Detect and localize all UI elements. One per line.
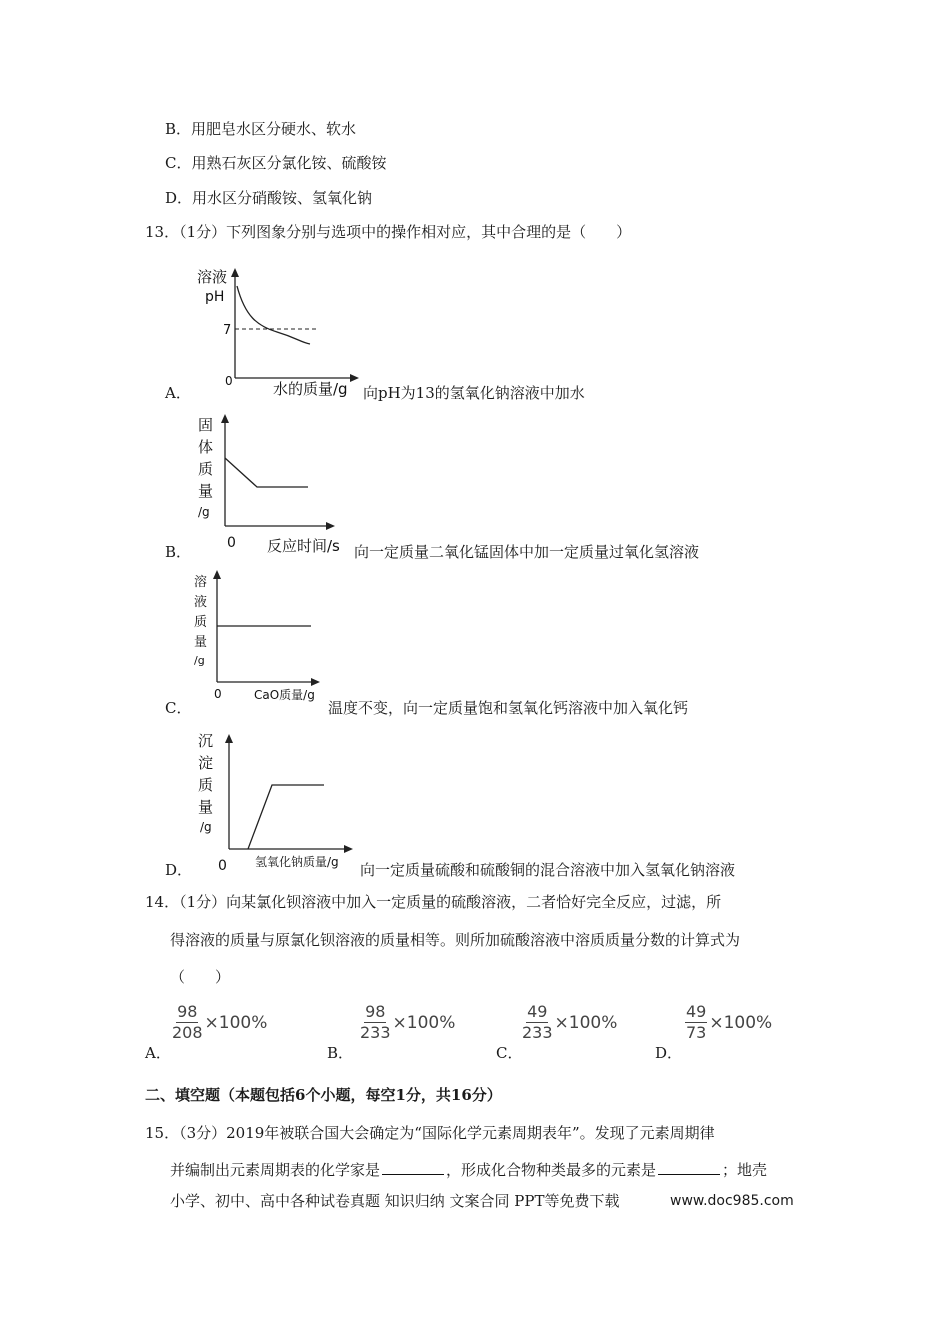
q13-c-origin: 0 <box>214 687 222 701</box>
q13-graph-d <box>193 728 363 876</box>
q14-c-multiplier: ×100% <box>554 1012 618 1033</box>
q13-option-c-text: 温度不变，向一定质量饱和氢氧化钙溶液中加入氧化钙 <box>328 699 689 717</box>
q14-c-numerator: 49 <box>527 1002 548 1021</box>
q13-b-ylabel-2: 体 <box>198 438 214 456</box>
q15-blank-2 <box>658 1160 720 1175</box>
q13-a-ylabel-2: pH <box>205 289 225 305</box>
q13-stem: 13．（1分）下列图象分别与选项中的操作相对应，其中合理的是（ ） <box>145 223 632 241</box>
q12-option-c: C．用熟石灰区分氯化铵、硫酸铵 <box>165 154 387 172</box>
q13-b-ylabel-4: 量 <box>198 482 214 500</box>
q13-a-ylabel-1: 溶液 <box>197 268 228 286</box>
q14-a-numerator: 98 <box>177 1002 198 1021</box>
q14-option-d-formula <box>685 1003 772 1042</box>
q14-option-c-letter: C． <box>496 1044 523 1062</box>
q13-c-ylabel-3: 质 <box>194 615 208 630</box>
q14-option-c-formula <box>522 1003 617 1042</box>
q13-a-xlabel: 水的质量/g <box>273 380 348 398</box>
q14-stem-line-2: 得溶液的质量与原氯化钡溶液的质量相等。则所加硫酸溶液中溶质质量分数的计算式为 <box>170 931 741 949</box>
q14-stem-line-3: （ ） <box>170 968 231 986</box>
q13-b-ylabel-5: /g <box>198 505 210 519</box>
q13-option-d-text: 向一定质量硫酸和硫酸铜的混合溶液中加入氢氧化钠溶液 <box>360 861 736 879</box>
q14-a-denominator: 208 <box>172 1023 203 1042</box>
q13-a-origin: 0 <box>225 374 233 388</box>
section-2-heading: 二、填空题（本题包括6个小题，每空1分，共16分） <box>145 1086 502 1104</box>
q13-option-a-letter: A． <box>165 384 191 402</box>
q13-d-ylabel-1: 沉 <box>198 732 214 750</box>
q13-b-origin: 0 <box>227 535 236 551</box>
q13-a-curve <box>237 286 310 344</box>
q14-c-denominator: 233 <box>522 1023 553 1042</box>
q13-d-ylabel-5: /g <box>200 820 212 834</box>
q13-option-b-letter: B． <box>165 543 192 561</box>
q13-option-b-text: 向一定质量二氧化锰固体中加一定质量过氧化氢溶液 <box>354 543 700 561</box>
q14-d-numerator: 49 <box>686 1002 707 1021</box>
q13-graph-b <box>195 410 365 560</box>
q15-stem-line-1: 15．（3分）2019年被联合国大会确定为“国际化学元素周期表年”。发现了元素周期律 <box>145 1124 715 1142</box>
q13-c-ylabel-1: 溶 <box>194 575 208 590</box>
q12-option-d: D．用水区分硝酸铵、氢氧化钠 <box>165 189 373 207</box>
q14-option-a-letter: A． <box>145 1044 171 1062</box>
q15-text-part-1: 并编制出元素周期表的化学家是 <box>170 1161 381 1179</box>
footer-url[interactable]: www.doc985.com <box>670 1193 794 1209</box>
q12-option-b: B．用肥皂水区分硬水、软水 <box>165 120 357 138</box>
q14-option-b-formula <box>360 1003 455 1042</box>
q14-option-a-formula <box>172 1003 267 1042</box>
q14-option-b-letter: B． <box>327 1044 354 1062</box>
q13-c-ylabel-2: 液 <box>194 595 208 610</box>
q13-d-xlabel: 氢氧化钠质量/g <box>255 855 339 869</box>
q14-a-multiplier: ×100% <box>204 1012 268 1033</box>
q14-b-numerator: 98 <box>365 1002 386 1021</box>
q13-c-ylabel-5: /g <box>194 654 205 667</box>
q13-b-curve <box>225 458 308 487</box>
footer-text: 小学、初中、高中各种试卷真题 知识归纳 文案合同 PPT等免费下载 <box>170 1192 620 1210</box>
q13-option-d-letter: D． <box>165 861 193 879</box>
q14-d-multiplier: ×100% <box>709 1012 773 1033</box>
q13-option-c-letter: C． <box>165 699 192 717</box>
q14-stem-line-1: 14．（1分）向某氯化钡溶液中加入一定质量的硫酸溶液，二者恰好完全反应，过滤，所 <box>145 893 722 911</box>
q13-graph-c <box>190 570 330 710</box>
q14-d-denominator: 73 <box>686 1023 707 1042</box>
q13-d-curve <box>248 785 324 849</box>
q13-c-xlabel: CaO质量/g <box>254 688 315 702</box>
q13-a-tick: 7 <box>223 323 232 338</box>
q13-b-xlabel: 反应时间/s <box>267 537 340 555</box>
q15-text-part-2: ，形成化合物种类最多的元素是 <box>446 1161 657 1179</box>
q13-option-a-text: 向pH为13的氢氧化钠溶液中加水 <box>363 384 585 402</box>
q13-b-ylabel-1: 固 <box>198 416 214 434</box>
q13-d-ylabel-3: 质 <box>198 776 214 794</box>
q14-option-d-letter: D． <box>655 1044 683 1062</box>
q15-blank-1 <box>382 1160 444 1175</box>
q13-graph-a <box>195 268 365 403</box>
q13-d-origin: 0 <box>218 858 227 874</box>
q14-b-denominator: 233 <box>360 1023 391 1042</box>
q15-text-part-3: ；地壳 <box>722 1161 768 1179</box>
q13-d-ylabel-4: 量 <box>198 798 214 816</box>
q15-stem-line-2 <box>170 1160 767 1180</box>
q13-d-ylabel-2: 淀 <box>198 754 214 772</box>
q14-b-multiplier: ×100% <box>392 1012 456 1033</box>
q13-b-ylabel-3: 质 <box>198 460 214 478</box>
q13-c-ylabel-4: 量 <box>194 635 208 650</box>
